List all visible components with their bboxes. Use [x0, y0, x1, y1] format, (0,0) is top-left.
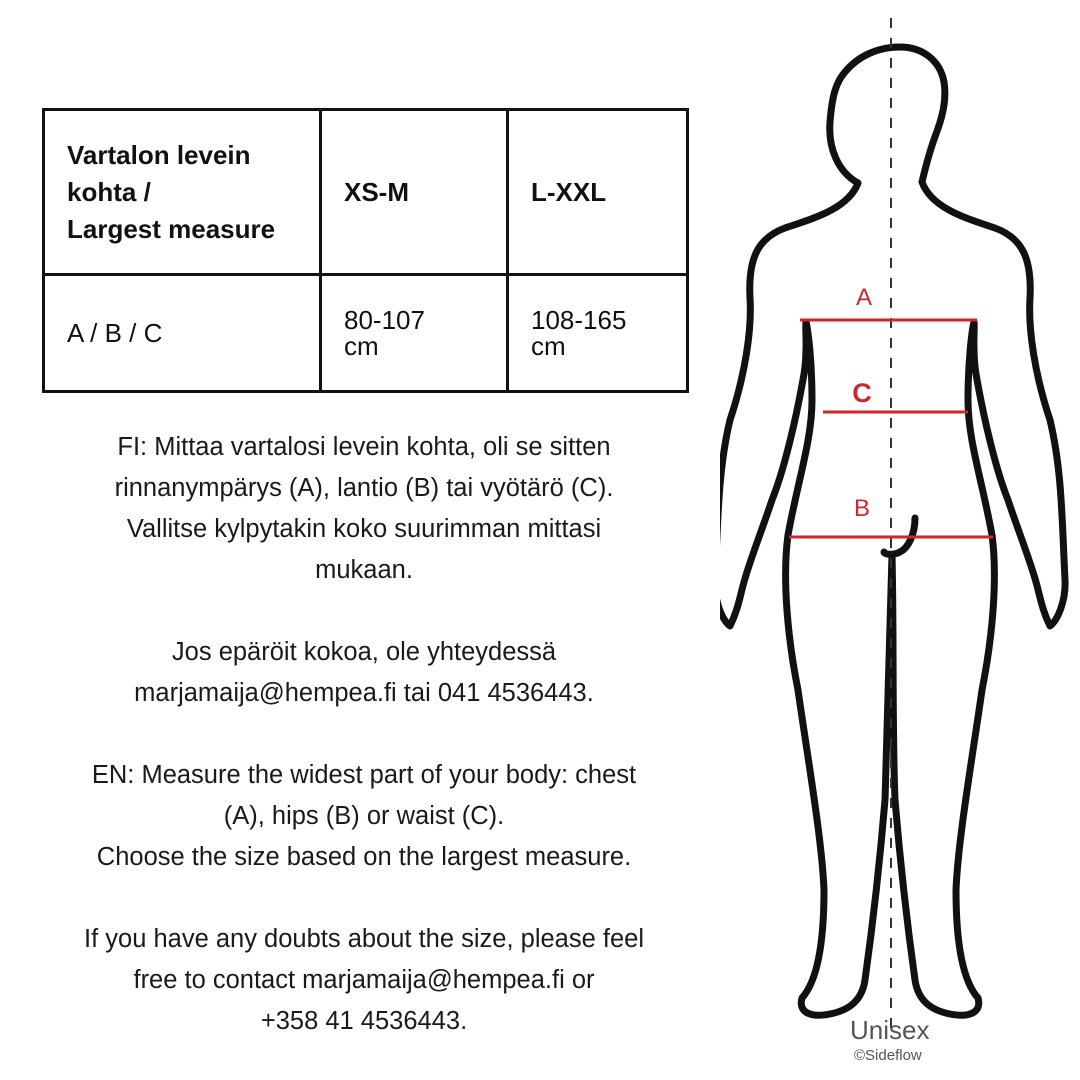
table-row — [44, 275, 688, 392]
table-header-row — [44, 110, 688, 275]
header-l-xxl: L-XXL — [508, 110, 688, 275]
label-a: A — [855, 284, 873, 311]
cell-l-xxl-range: 108-165 cm — [508, 275, 688, 392]
fi-instructions: FI: Mittaa vartalosi levein kohta, oli se sitten rinnanympärys (A), lantio (B) tai vyötärö (C). Vallitse kylpytakin koko suurimman mittasi mukaan. — [114, 433, 614, 584]
body-figure — [720, 0, 1080, 1080]
header-xs-m: XS-M — [321, 110, 508, 275]
figure-credit: ©Sideflow — [854, 1047, 922, 1064]
size-table — [42, 108, 689, 393]
label-b: B — [853, 495, 871, 522]
body-outline-illustration — [720, 0, 1080, 1080]
label-c: C — [852, 378, 872, 408]
fi-contact: Jos epäröit kokoa, ole yhteydessä marjamaija@hempea.fi tai 041 4536443. — [134, 638, 594, 707]
cell-xs-m-range: 80-107 cm — [321, 275, 508, 392]
en-contact: If you have any doubts about the size, please feel free to contact marjamaija@hempea.fi or +358 41 4536443. — [84, 925, 644, 1035]
header-largest-measure: Vartalon levein kohta / Largest measure — [44, 110, 321, 275]
cell-measure-points: A / B / C — [44, 275, 321, 392]
unisex-caption: Unisex — [850, 1015, 930, 1045]
en-instructions: EN: Measure the widest part of your body: chest (A), hips (B) or waist (C). Choose the size based on the largest measure. — [91, 761, 637, 871]
